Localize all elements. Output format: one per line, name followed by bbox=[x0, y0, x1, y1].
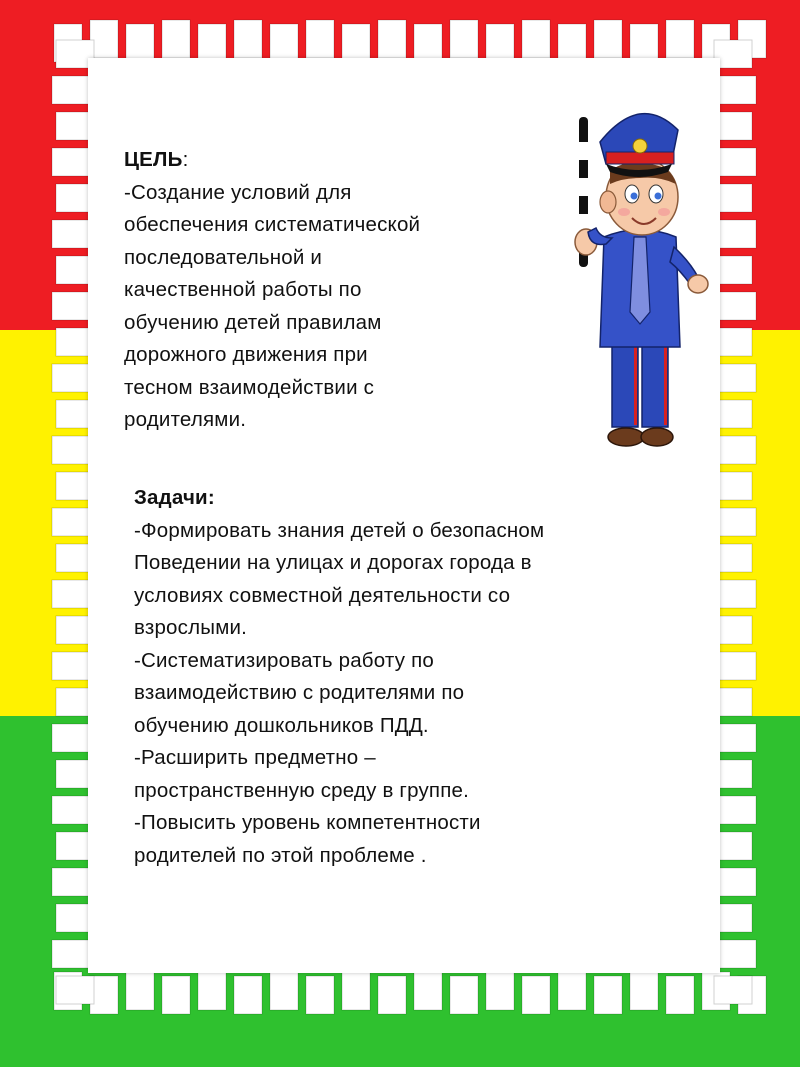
frame-block bbox=[126, 24, 154, 62]
frame-block bbox=[270, 24, 298, 62]
frame-block bbox=[270, 972, 298, 1010]
frame-block bbox=[52, 76, 90, 104]
frame-block bbox=[666, 20, 694, 58]
frame-block bbox=[522, 976, 550, 1014]
task-line: -Расширить предметно – bbox=[134, 746, 376, 769]
goal-heading-colon: : bbox=[182, 148, 189, 171]
task-line: -Формировать знания детей о безопасном bbox=[134, 518, 545, 542]
frame-block bbox=[718, 940, 756, 968]
goal-line: обеспечения систематической bbox=[124, 213, 421, 236]
frame-block bbox=[414, 972, 442, 1010]
goal-line: тесном взаимодействии с bbox=[124, 375, 375, 399]
frame-block bbox=[234, 20, 262, 58]
cap-badge bbox=[633, 139, 647, 153]
goal-line: -Создание условий для bbox=[124, 180, 352, 204]
policeman-illustration bbox=[560, 72, 720, 452]
right-hand bbox=[688, 275, 708, 293]
frame-block bbox=[234, 976, 262, 1014]
frame-block bbox=[594, 20, 622, 58]
frame-block bbox=[718, 580, 756, 608]
task-line: Поведении на улицах и дорогах города в bbox=[134, 551, 532, 574]
right-shoe bbox=[641, 428, 673, 446]
task-line: пространственную среду в группе. bbox=[134, 778, 470, 802]
frame-block bbox=[450, 976, 478, 1014]
frame-block bbox=[162, 20, 190, 58]
frame-block bbox=[126, 972, 154, 1010]
frame-block bbox=[718, 508, 756, 536]
frame-block bbox=[714, 976, 752, 1004]
frame-block bbox=[52, 652, 90, 680]
left-shoe bbox=[608, 428, 644, 446]
frame-block bbox=[52, 868, 90, 896]
frame-block bbox=[52, 292, 90, 320]
frame-block bbox=[718, 148, 756, 176]
task-line: взрослыми. bbox=[134, 616, 248, 639]
frame-block bbox=[198, 24, 226, 62]
frame-block bbox=[52, 580, 90, 608]
cap-band bbox=[606, 152, 674, 164]
task-line: родителей по этой проблеме . bbox=[134, 843, 427, 867]
frame-block bbox=[52, 940, 90, 968]
frame-block bbox=[52, 508, 90, 536]
goal-line: последовательной и bbox=[124, 245, 323, 269]
goal-line: дорожного движения при bbox=[124, 343, 368, 366]
frame-block bbox=[718, 724, 756, 752]
frame-block bbox=[378, 976, 406, 1014]
frame-block bbox=[718, 364, 756, 392]
frame-block bbox=[718, 436, 756, 464]
frame-block bbox=[666, 976, 694, 1014]
frame-block bbox=[718, 868, 756, 896]
frame-block bbox=[486, 24, 514, 62]
frame-block bbox=[56, 976, 94, 1004]
frame-block bbox=[594, 976, 622, 1014]
goal-line: родителями. bbox=[124, 408, 247, 431]
task-line: -Систематизировать работу по bbox=[134, 648, 434, 672]
frame-block bbox=[162, 976, 190, 1014]
task-line: обучению дошкольников ПДД. bbox=[134, 713, 429, 737]
frame-block bbox=[52, 220, 90, 248]
frame-block bbox=[52, 148, 90, 176]
goal-section bbox=[124, 144, 514, 437]
frame-block bbox=[342, 24, 370, 62]
task-line: условиях совместной деятельности со bbox=[134, 583, 511, 607]
frame-block bbox=[306, 976, 334, 1014]
frame-block bbox=[630, 24, 658, 62]
frame-block bbox=[718, 220, 756, 248]
goal-heading: ЦЕЛЬ bbox=[124, 148, 183, 171]
frame-block bbox=[630, 972, 658, 1010]
frame-block bbox=[522, 20, 550, 58]
frame-block bbox=[414, 24, 442, 62]
goal-line: качественной работы по bbox=[124, 278, 362, 301]
tasks-section bbox=[134, 482, 694, 872]
task-line: взаимодействию с родителями по bbox=[134, 681, 465, 704]
frame-block bbox=[198, 972, 226, 1010]
frame-block bbox=[718, 796, 756, 824]
frame-block bbox=[52, 364, 90, 392]
frame-block bbox=[718, 76, 756, 104]
frame-block bbox=[52, 796, 90, 824]
tie bbox=[630, 237, 650, 324]
frame-block bbox=[558, 24, 586, 62]
frame-block bbox=[718, 652, 756, 680]
frame-block bbox=[718, 292, 756, 320]
frame-block bbox=[558, 972, 586, 1010]
goal-line: обучению детей правилам bbox=[124, 310, 382, 334]
frame-block bbox=[342, 972, 370, 1010]
frame-block bbox=[306, 20, 334, 58]
tasks-heading: Задачи: bbox=[134, 486, 215, 509]
task-line: -Повысить уровень компетентности bbox=[134, 811, 481, 834]
frame-block bbox=[52, 724, 90, 752]
frame-block bbox=[378, 20, 406, 58]
frame-block bbox=[52, 436, 90, 464]
frame-block bbox=[450, 20, 478, 58]
goal-heading-line bbox=[124, 144, 514, 177]
frame-block bbox=[486, 972, 514, 1010]
